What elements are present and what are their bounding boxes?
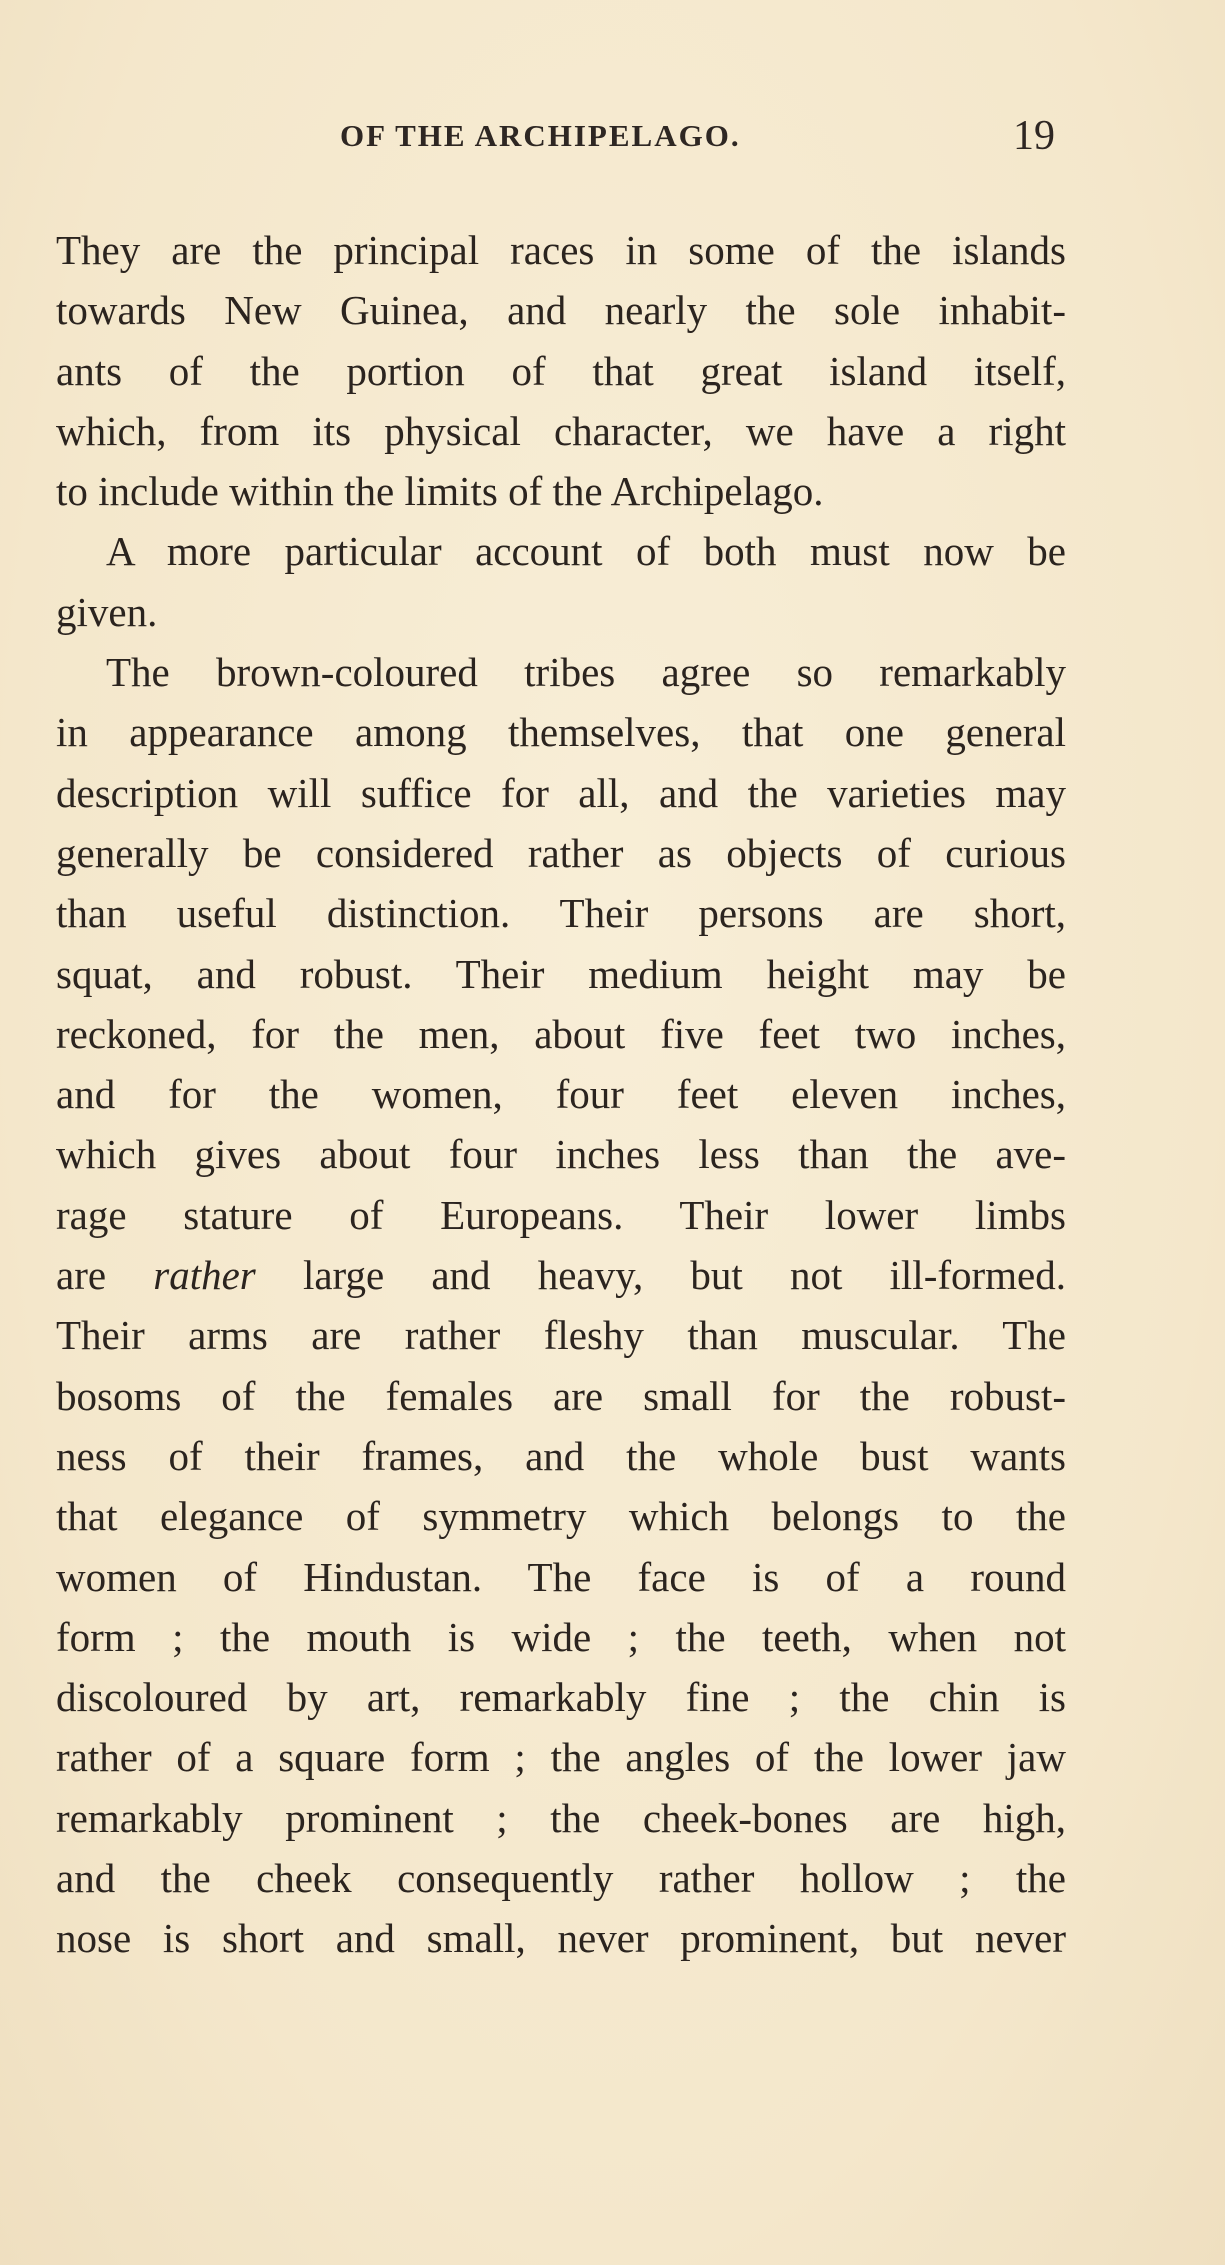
paragraph-start-line: The brown-coloured tribes agree so remarkably: [106, 649, 1066, 696]
text-line: generally be considered rather as objects of curious: [56, 829, 1066, 876]
text-line: which, from its physical character, we have a right: [56, 407, 1066, 454]
text-line: They are the principal races in some of the islands: [56, 227, 1066, 273]
text-line-with-emphasis: [56, 1245, 1066, 1305]
text-line: bosoms of the females are small for the robust-: [56, 1372, 1066, 1419]
paragraph-start-line: A more particular account of both must now be: [106, 528, 1066, 575]
text-line: description will suffice for all, and the varieties may: [56, 769, 1066, 816]
text-line: reckoned, for the men, about five feet two inches,: [56, 1010, 1066, 1057]
text-line: and for the women, four feet eleven inches,: [56, 1071, 1066, 1118]
text-line: rage stature of Europeans. Their lower limbs: [56, 1191, 1066, 1238]
text-line: to include within the limits of the Archipelago.: [56, 468, 824, 515]
text-segment: are: [56, 1252, 107, 1299]
text-line: discoloured by art, remarkably fine ; the chin is: [56, 1674, 1066, 1721]
text-line: nose is short and small, never prominent, but never: [56, 1915, 1066, 1962]
body-text: [56, 220, 1066, 1969]
italic-word: rather: [153, 1252, 256, 1299]
text-line: which gives about four inches less than the ave-: [56, 1131, 1066, 1178]
text-line: ants of the portion of that great island itself,: [56, 347, 1066, 394]
text-line: women of Hindustan. The face is of a round: [56, 1553, 1066, 1600]
text-line: Their arms are rather fleshy than muscular. The: [56, 1312, 1066, 1359]
text-line: form ; the mouth is wide ; the teeth, when not: [56, 1613, 1066, 1660]
page-number: 19: [1013, 113, 1055, 159]
text-line: than useful distinction. Their persons are short,: [56, 890, 1066, 937]
running-head: OF THE ARCHIPELAGO.: [340, 118, 741, 153]
text-line: squat, and robust. Their medium height may be: [56, 950, 1066, 997]
text-line: and the cheek consequently rather hollow ; the: [56, 1855, 1066, 1902]
text-line: ness of their frames, and the whole bust wants: [56, 1432, 1066, 1479]
text-segment: large and heavy, but not ill-formed.: [302, 1252, 1066, 1299]
text-line: remarkably prominent ; the cheek-bones are high,: [56, 1794, 1066, 1841]
text-line: in appearance among themselves, that one general: [56, 709, 1066, 756]
text-line: towards New Guinea, and nearly the sole inhabit-: [56, 287, 1066, 334]
text-line: that elegance of symmetry which belongs to the: [56, 1493, 1066, 1540]
text-line: given.: [56, 588, 158, 635]
text-line: rather of a square form ; the angles of the lower jaw: [56, 1734, 1066, 1781]
